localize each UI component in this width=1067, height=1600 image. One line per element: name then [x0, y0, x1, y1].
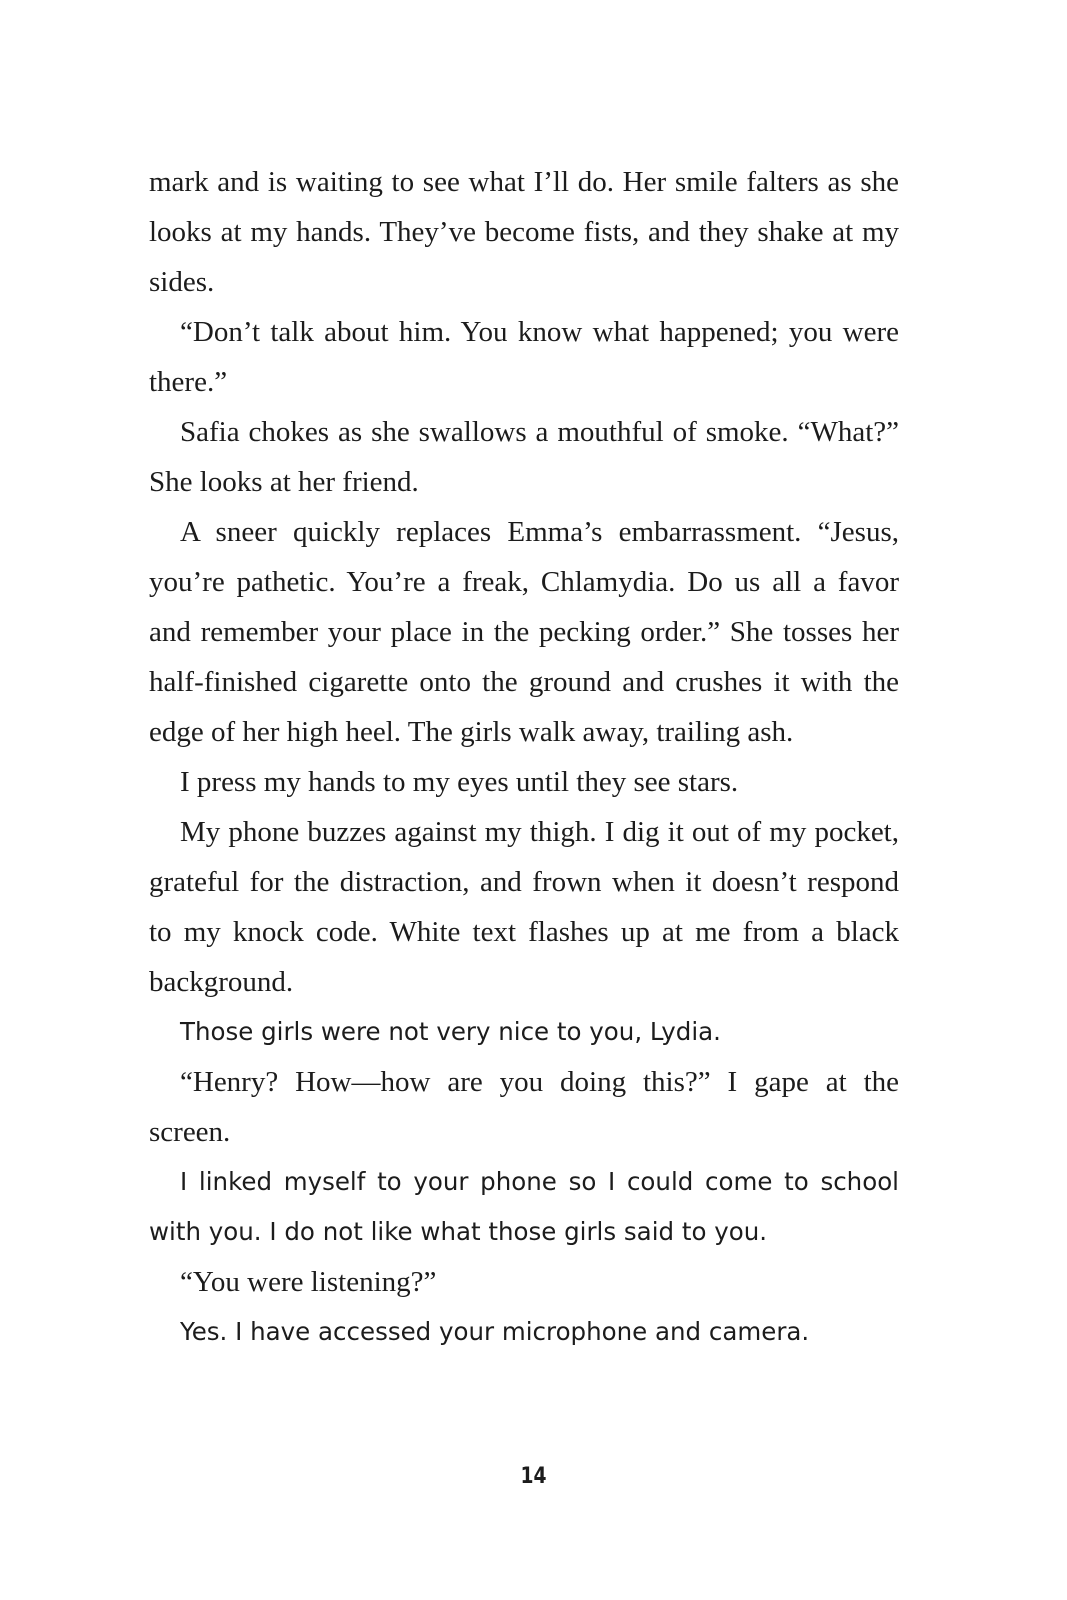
paragraph-were-listening: “You were listening?”	[180, 1266, 437, 1298]
phone-message-linked: I linked myself to your phone so I could come to school with you. I do not like what those girls said to you.	[149, 1167, 899, 1246]
paragraph-dialogue-dont-talk: “Don’t talk about him. You know what happened; you were there.”	[149, 316, 899, 398]
paragraph-phone-buzzes: My phone buzzes against my thigh. I dig it out of my pocket, grateful for the distraction, and frown when it doesn’t respond to my knock code. White text flashes up at me from a black background.	[149, 816, 899, 998]
paragraph-henry-question: “Henry? How—how are you doing this?” I gape at the screen.	[149, 1066, 899, 1148]
phone-message-accessed: Yes. I have accessed your microphone and camera.	[180, 1317, 810, 1346]
paragraph-safia-chokes: Safia chokes as she swallows a mouthful of smoke. “What?” She looks at her friend.	[149, 416, 899, 498]
page-number: 14	[520, 1464, 547, 1489]
paragraph-emma-sneer: A sneer quickly replaces Emma’s embarrassment. “Jesus, you’re pathetic. You’re a freak, Chlamydia. Do us all a favor and remember your place in the pecking order.” She tosses her half-finished cigarette onto the ground and crushes it with the edge of her high heel. The girls walk away, trailing ash.	[149, 516, 899, 748]
paragraph-continuation: mark and is waiting to see what I’ll do. Her smile falters as she looks at my hands. They’ve become fists, and they shake at my sides.	[149, 166, 899, 298]
page-body	[149, 157, 899, 1357]
paragraph-press-hands: I press my hands to my eyes until they see stars.	[180, 766, 739, 798]
phone-message-not-nice: Those girls were not very nice to you, Lydia.	[180, 1017, 721, 1046]
